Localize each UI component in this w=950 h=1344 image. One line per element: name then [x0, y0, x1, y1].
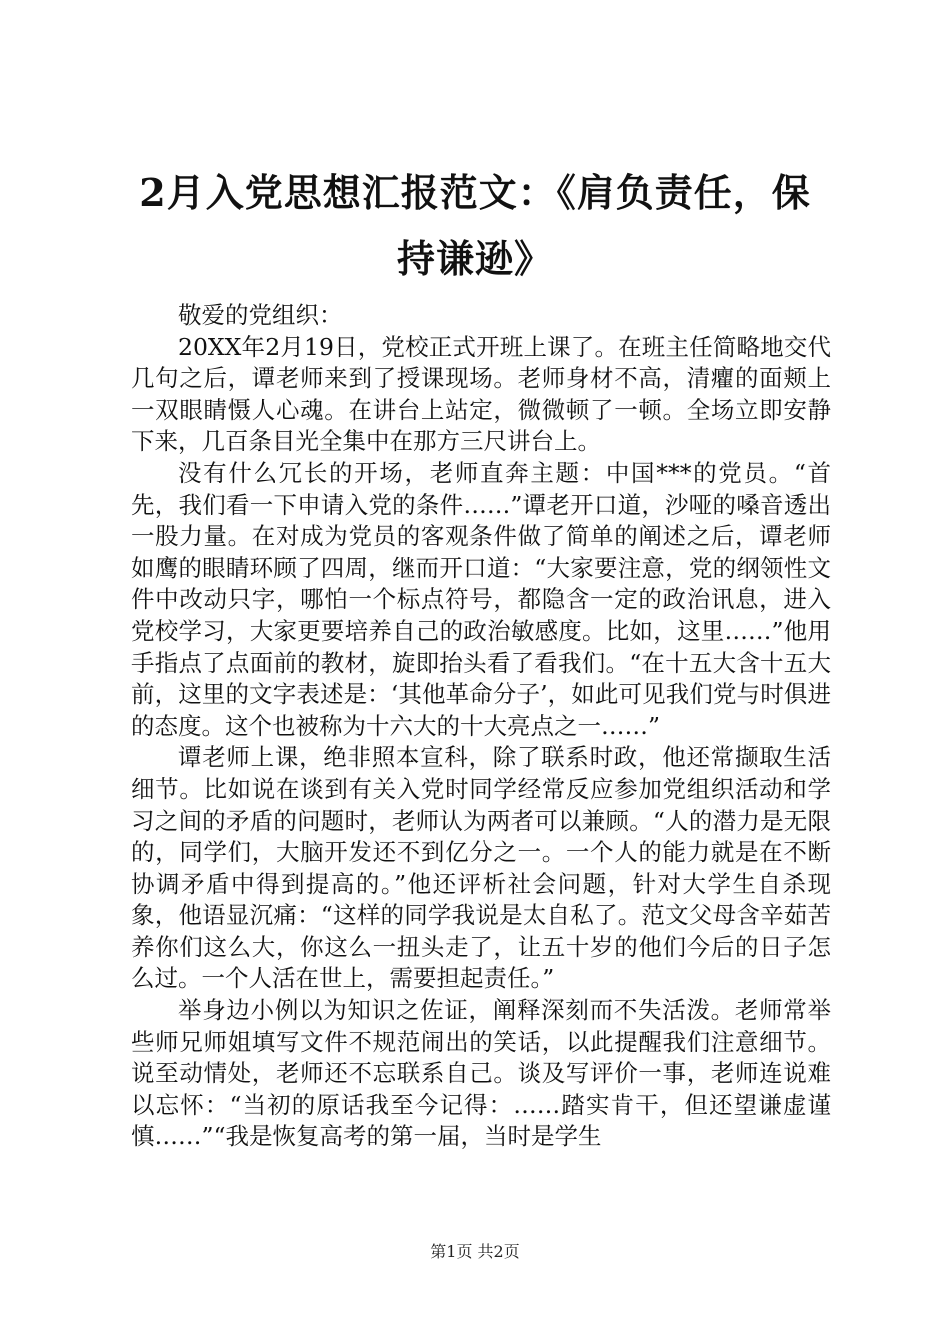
document-body	[131, 300, 831, 1153]
page-number-footer: 第1页 共2页	[430, 1242, 520, 1261]
paragraph: 谭老师上课，绝非照本宣科，除了联系时政，他还常撷取生活细节。比如说在谈到有关入党时同学经常反应参加党组织活动和学习之间的矛盾的问题时，老师认为两者可以兼顾。“人的潜力是无限的，同学们，大脑开发还不到亿分之一。一个人的能力就是在不断协调矛盾中得到提高的。”他还评析社会问题，针对大学生自杀现象，他语显沉痛：“这样的同学我说是太自私了。范文父母含辛茹苦养你们这么大，你这么一扭头走了，让五十岁的他们今后的日子怎么过。一个人活在世上，需要担起责任。”	[131, 743, 831, 993]
paragraph: 20XX年2月19日，党校正式开班上课了。在班主任简略地交代几句之后，谭老师来到了授课现场。老师身材不高，清癯的面颊上一双眼睛慑人心魂。在讲台上站定，微微顿了一顿。全场立即安静下来，几百条目光全集中在那方三尺讲台上。	[131, 332, 831, 456]
document-title: 2月入党思想汇报范文：《肩负责任，保持谦逊》	[139, 170, 811, 281]
salutation: 敬爱的党组织：	[178, 301, 343, 329]
paragraph: 举身边小例以为知识之佐证，阐释深刻而不失活泼。老师常举些师兄师姐填写文件不规范闹出的笑话，以此提醒我们注意细节。说至动情处，老师还不忘联系自己。谈及写评价一事，老师连说难以忘怀：“当初的原话我至今记得：……踏实肯干，但还望谦虚谨慎……”“我是恢复高考的第一届，当时是学生	[131, 996, 831, 1151]
paragraph: 没有什么冗长的开场，老师直奔主题：中国***的党员。“首先，我们看一下申请入党的条件……”谭老开口道，沙哑的嗓音透出一股力量。在对成为党员的客观条件做了简单的阐述之后，谭老师如鹰的眼睛环顾了四周，继而开口道：“大家要注意，党的纲领性文件中改动只字，哪怕一个标点符号，都隐含一定的政治讯息，进入党校学习，大家更要培养自己的政治敏感度。比如，这里……”他用手指点了点面前的教材，旋即抬头看了看我们。“在十五大含十五大前，这里的文字表述是：‘其他革命分子’，如此可见我们党与时俱进的态度。这个也被称为十六大的十大亮点之一……”	[131, 458, 831, 740]
